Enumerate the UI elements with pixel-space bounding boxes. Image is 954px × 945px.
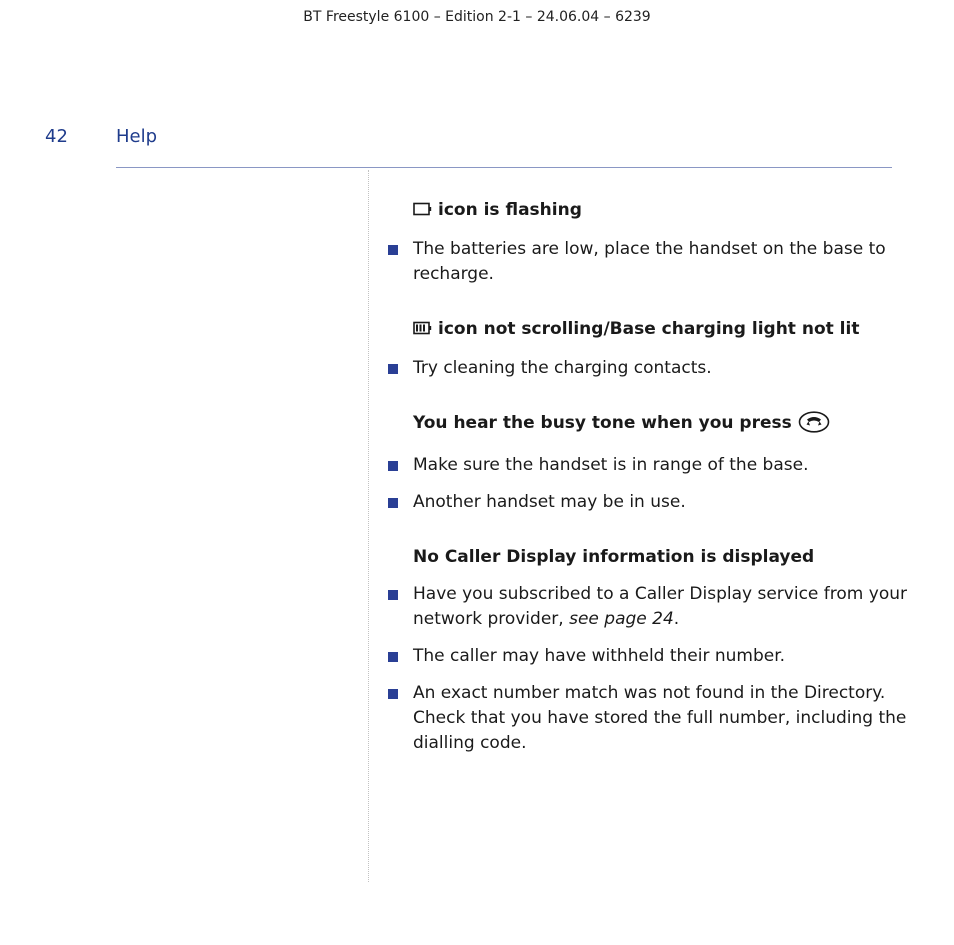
list-item: [387, 490, 907, 515]
bullet-square: [388, 652, 398, 662]
header-rule: [116, 167, 892, 168]
list-item-text: An exact number match was not found in the Directory. Check that you have stored the full number, including the dialling code.: [413, 683, 907, 753]
topic-heading-text: icon is flashing: [438, 200, 582, 220]
topic-heading-text: You hear the busy tone when you press: [413, 413, 792, 433]
page-number: 42: [45, 126, 68, 147]
bullet-square: [388, 364, 398, 374]
list-item-text: Try cleaning the charging contacts.: [413, 358, 712, 378]
topic-heading: [413, 198, 907, 225]
column-divider: [368, 170, 369, 882]
help-topic-battery-flashing: [387, 198, 907, 287]
list-item-text: The caller may have withheld their number.: [413, 646, 786, 666]
bullet-square: [388, 590, 398, 600]
list-item-suffix: .: [673, 609, 680, 629]
talk-button-icon: [798, 411, 830, 441]
list-item: [387, 453, 907, 478]
list-item: [387, 237, 907, 287]
bullet-square: [388, 461, 398, 471]
list-item-text: The batteries are low, place the handset on the base to recharge.: [413, 239, 886, 284]
list-item: [387, 582, 907, 632]
list-item: [387, 681, 907, 756]
help-topic-caller-display: [387, 545, 907, 756]
list-item: [387, 356, 907, 381]
page-reference: see page 24: [569, 609, 674, 629]
section-title: Help: [116, 126, 158, 147]
bullet-square: [388, 498, 398, 508]
topic-heading: [413, 317, 907, 344]
document-header: BT Freestyle 6100 – Edition 2-1 – 24.06.04 – 6239: [303, 9, 651, 25]
list-item-text: Another handset may be in use.: [413, 492, 686, 512]
list-item-text: Have you subscribed to a Caller Display service from your network provider,: [413, 584, 907, 629]
bullet-square: [388, 245, 398, 255]
topic-heading: [413, 545, 907, 570]
topic-heading-text: No Caller Display information is displayed: [413, 547, 815, 567]
help-topic-busy-tone: [387, 411, 907, 515]
battery-full-icon: [413, 319, 432, 344]
battery-empty-icon: [413, 200, 432, 225]
bullet-square: [388, 689, 398, 699]
topic-heading: [413, 411, 907, 441]
topic-heading-text: icon not scrolling/Base charging light not lit: [438, 319, 860, 339]
list-item: [387, 644, 907, 669]
help-topic-battery-not-scrolling: [387, 317, 907, 381]
help-content: [387, 198, 907, 786]
list-item-text: Make sure the handset is in range of the base.: [413, 455, 809, 475]
